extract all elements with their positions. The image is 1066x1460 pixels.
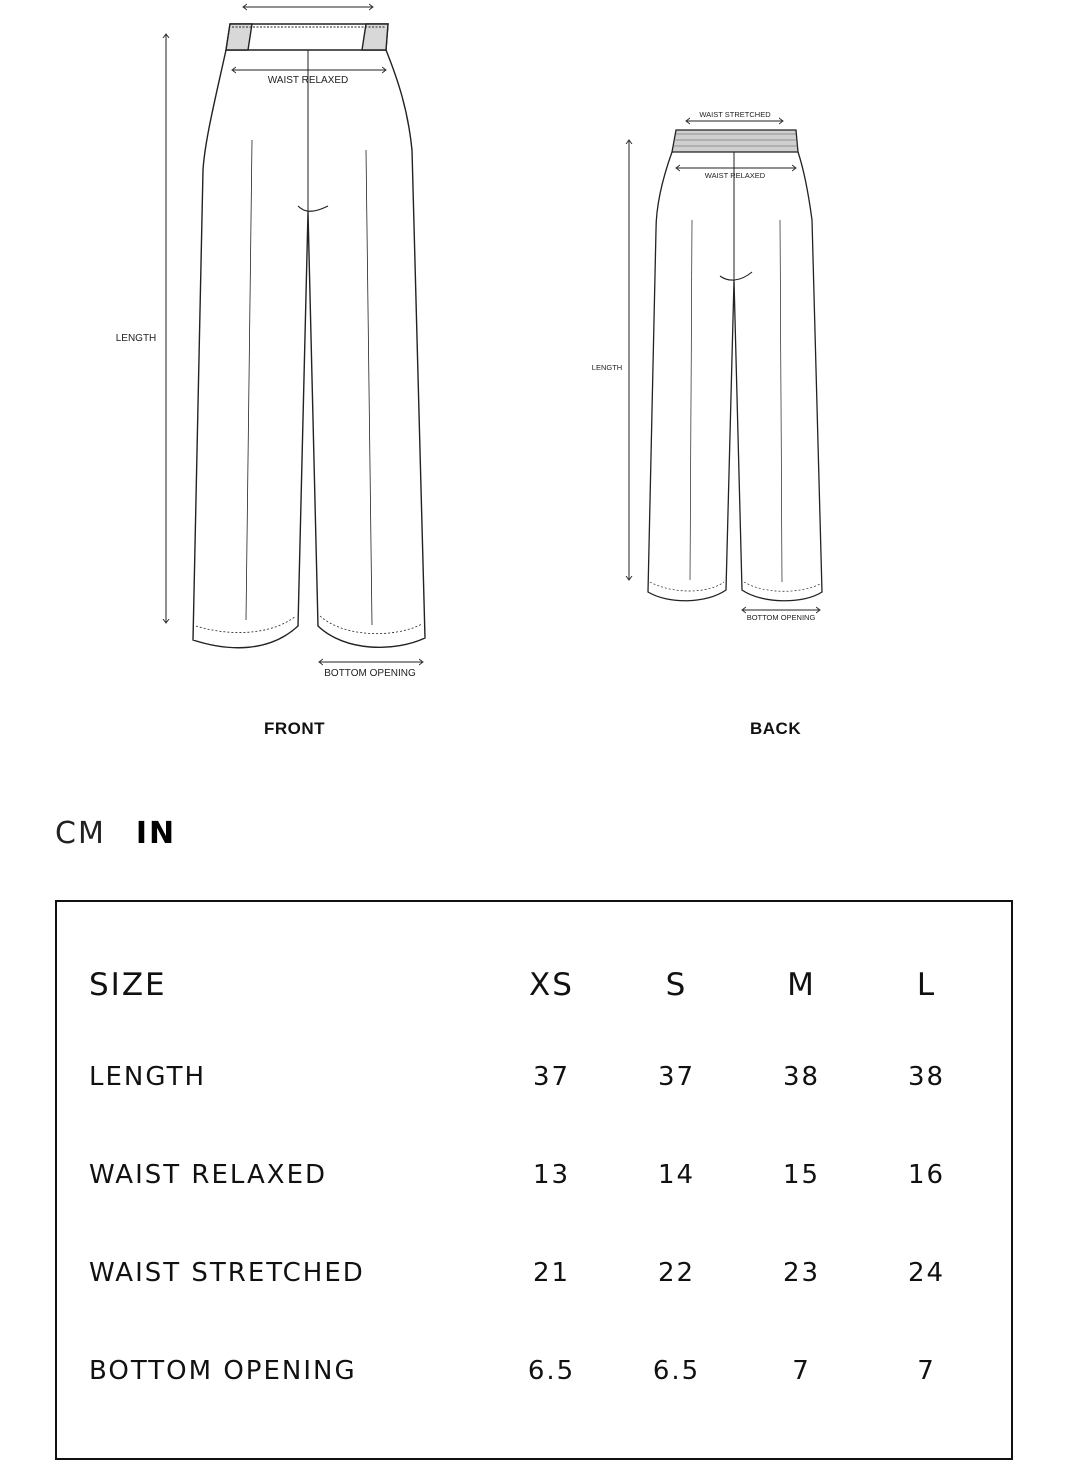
- back-bottom-opening-label: BOTTOM OPENING: [746, 613, 816, 622]
- back-waist-stretched-label: WAIST STRETCHED: [699, 110, 771, 119]
- unit-toggle: [55, 816, 176, 851]
- table-row: [89, 1126, 989, 1224]
- back-waist-relaxed-label: WAIST RELAXED: [704, 171, 766, 180]
- cell-value: 6.5: [652, 1356, 701, 1386]
- header-size-xs: XS: [529, 967, 574, 1003]
- header-size-label: SIZE: [89, 967, 167, 1003]
- front-length-label: LENGTH: [115, 333, 157, 344]
- cell-value: 15: [782, 1160, 821, 1190]
- row-label: WAIST STRETCHED: [89, 1258, 365, 1288]
- cell-value: 37: [657, 1062, 696, 1092]
- front-view-drawing: [166, 7, 425, 662]
- cell-value: 21: [532, 1258, 571, 1288]
- table-row: [89, 1224, 989, 1322]
- cell-value: 37: [532, 1062, 571, 1092]
- header-size-m: M: [787, 967, 816, 1003]
- back-length-label: LENGTH: [591, 363, 623, 372]
- cell-value: 38: [907, 1062, 946, 1092]
- row-label: LENGTH: [89, 1062, 207, 1092]
- cell-value: 7: [792, 1356, 811, 1386]
- header-size-l: L: [916, 967, 937, 1003]
- size-chart: [55, 900, 1013, 1460]
- row-label: BOTTOM OPENING: [89, 1356, 357, 1386]
- unit-option-in[interactable]: IN: [135, 816, 177, 851]
- cell-value: 38: [782, 1062, 821, 1092]
- cell-value: 13: [532, 1160, 571, 1190]
- cell-value: 6.5: [527, 1356, 576, 1386]
- size-table: [89, 942, 989, 1420]
- cell-value: 16: [907, 1160, 946, 1190]
- table-row: [89, 1028, 989, 1126]
- front-waist-relaxed-label: WAIST RELAXED: [267, 75, 349, 86]
- header-size-s: S: [665, 967, 688, 1003]
- cell-value: 7: [917, 1356, 936, 1386]
- row-label: WAIST RELAXED: [89, 1160, 328, 1190]
- table-header-row: [89, 942, 989, 1028]
- cell-value: 24: [907, 1258, 946, 1288]
- unit-option-cm[interactable]: CM: [55, 816, 106, 851]
- table-row: [89, 1322, 989, 1420]
- front-bottom-opening-label: BOTTOM OPENING: [324, 668, 416, 679]
- back-view-caption: BACK: [750, 719, 802, 738]
- front-view-caption: FRONT: [264, 719, 326, 738]
- cell-value: 23: [782, 1258, 821, 1288]
- cell-value: 14: [657, 1160, 696, 1190]
- back-view-drawing: [629, 121, 822, 610]
- cell-value: 22: [657, 1258, 696, 1288]
